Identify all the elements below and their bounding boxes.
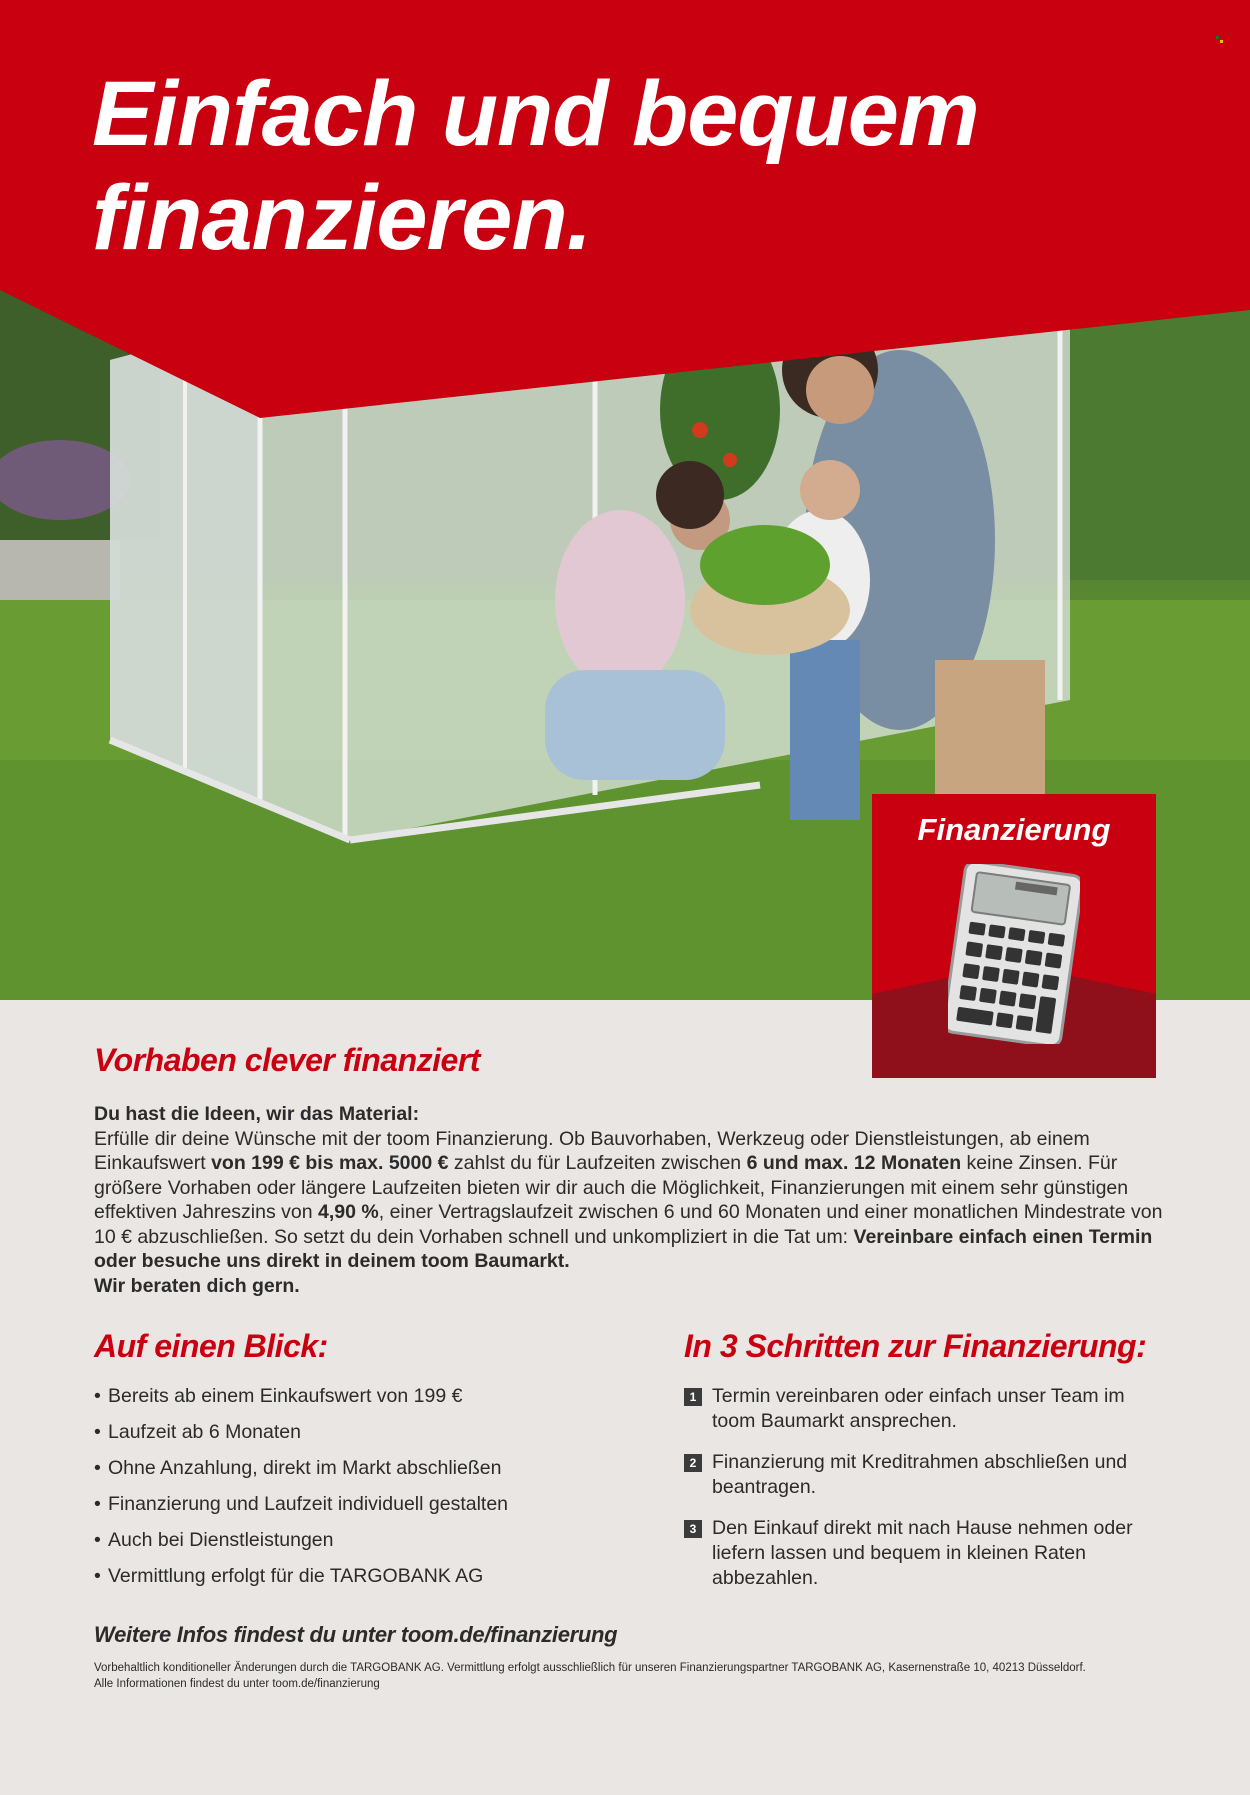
intro-lead: Du hast die Ideen, wir das Material: — [94, 1103, 420, 1125]
legal-line: Vorbehaltlich konditioneller Änderungen durch die TARGOBANK AG. Vermittlung erfolgt ausschließlich für unseren Finanzierungspartner TARGOBANK AG, Kasernenstraße 10, 40213 Düsseldorf. — [94, 1662, 1086, 1674]
legal-notice — [94, 1660, 1174, 1692]
intro-paragraph — [94, 1127, 1164, 1274]
intro-text-part: zahlst du für Laufzeiten zwischen — [448, 1152, 747, 1174]
headline — [92, 62, 979, 270]
calculator-icon — [948, 864, 1080, 1044]
step-number: 1 — [684, 1388, 702, 1406]
steps-list — [684, 1384, 1164, 1591]
headline-line-2: finanzieren. — [92, 167, 592, 269]
steps-title: In 3 Schritten zur Finanzierung: — [684, 1328, 1147, 1364]
intro-text-part: keine Zinsen. Für größere Vorhaben oder längere Laufzeiten bieten wir dir auch die Möglichkeit, Finanzierungen mit einem sehr günstigen effektiven Jahreszins von — [94, 1152, 1129, 1223]
legal-line: Alle Informationen findest du unter toom.de/finanzierung — [94, 1678, 380, 1690]
list-item: • Vermittlung erfolgt für die TARGOBANK AG — [94, 1564, 654, 1600]
intro-closing: Wir beraten dich gern. — [94, 1274, 300, 1297]
step-text: Den Einkauf direkt mit nach Hause nehmen oder liefern lassen und bequem in kleinen Raten abbezahlen. — [712, 1517, 1133, 1589]
step-number: 2 — [684, 1454, 702, 1472]
list-item: • Bereits ab einem Einkaufswert von 199 € — [94, 1384, 654, 1420]
intro-bold-range: von 199 € bis max. 5000 € — [211, 1152, 449, 1174]
glance-title: Auf einen Blick: — [94, 1328, 328, 1364]
list-item: • Laufzeit ab 6 Monaten — [94, 1420, 654, 1456]
intro-bold-cta: Vereinbare einfach einen Termin oder besuche uns direkt in deinem toom Baumarkt. — [94, 1225, 1153, 1272]
step-item — [684, 1450, 1164, 1516]
step-text: Termin vereinbaren oder einfach unser Team im toom Baumarkt ansprechen. — [712, 1385, 1125, 1432]
badge-label: Finanzierung — [917, 812, 1111, 847]
more-info-link[interactable]: Weitere Infos findest du unter toom.de/finanzierung — [94, 1622, 618, 1647]
step-text: Finanzierung mit Kreditrahmen abschließen und beantragen. — [712, 1451, 1128, 1498]
intro-text — [94, 1102, 1164, 1298]
finanzierung-badge — [872, 794, 1156, 1078]
list-item: • Auch bei Dienstleistungen — [94, 1528, 654, 1564]
intro-bold-rate: 4,90 % — [318, 1201, 379, 1223]
step-item — [684, 1384, 1164, 1450]
intro-text-part: Erfülle dir deine Wünsche mit der toom Finanzierung. Ob Bauvorhaben, Werkzeug oder Dienstleistungen, ab einem Einkaufswert — [94, 1127, 1090, 1174]
intro-title: Vorhaben clever finanziert — [94, 1042, 480, 1078]
glance-list — [94, 1384, 654, 1600]
step-number: 3 — [684, 1520, 702, 1538]
list-item: • Ohne Anzahlung, direkt im Markt abschließen — [94, 1456, 654, 1492]
intro-bold-duration: 6 und max. 12 Monaten — [746, 1152, 962, 1174]
headline-line-1: Einfach und bequem — [92, 63, 979, 165]
list-item: • Finanzierung und Laufzeit individuell gestalten — [94, 1492, 654, 1528]
corner-mark-icon — [1216, 36, 1224, 44]
intro-text-part: , einer Vertragslaufzeit zwischen 6 und 60 Monaten und einer monatlichen Mindestrate von 10 € abzuschließen. So setzt du dein Vorhaben schnell und unkompliziert in die Tat um: — [94, 1201, 1163, 1248]
step-item — [684, 1516, 1164, 1591]
